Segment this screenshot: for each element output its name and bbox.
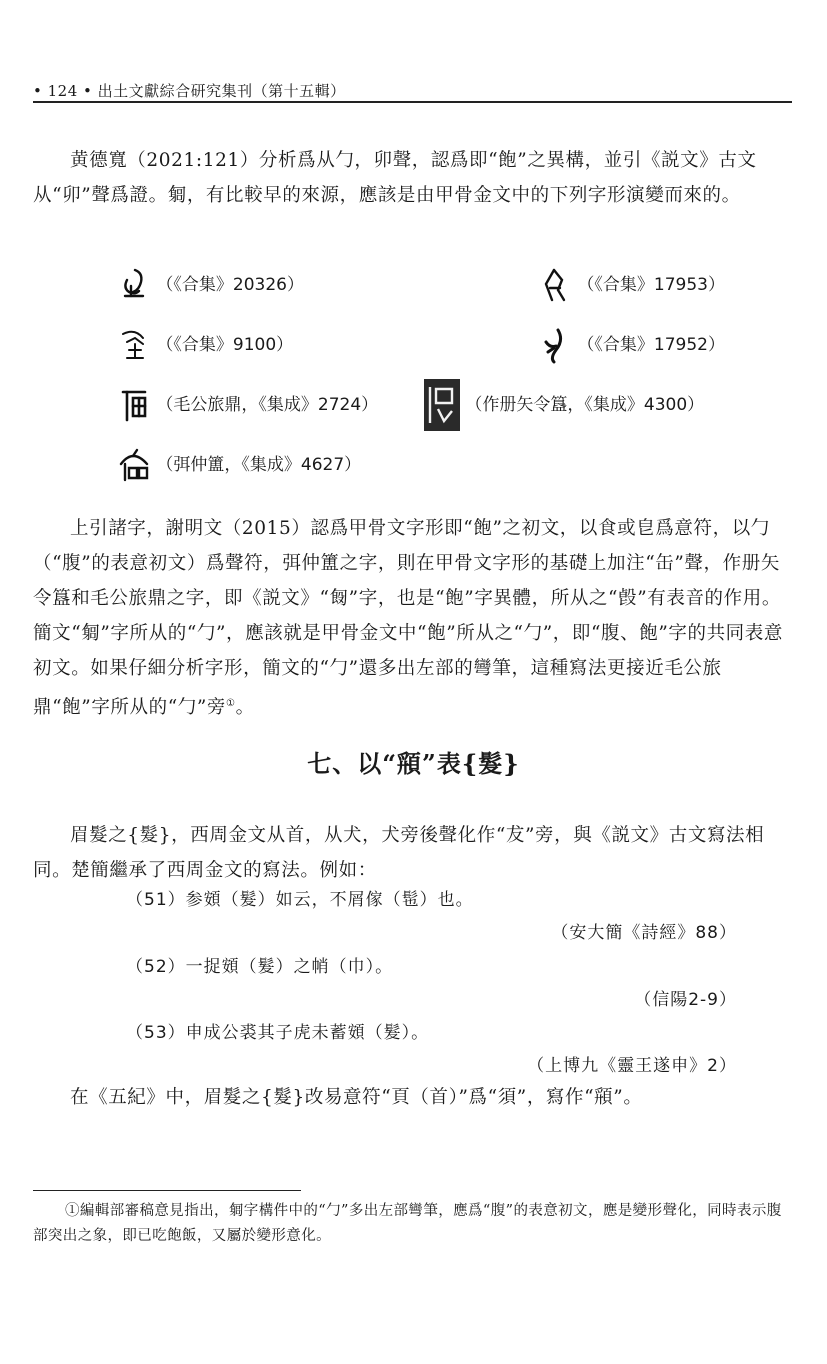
- example-52-source: （信陽2-9）: [634, 990, 737, 1010]
- paragraph-analysis: [33, 511, 793, 725]
- section-heading: 七、以“𩓚”表{髮}: [307, 749, 520, 778]
- footnote-rule: [33, 1190, 301, 1191]
- form-label: （毛公旅鼎，《集成》2724）: [156, 395, 379, 415]
- bronze-glyph-image: [117, 386, 151, 424]
- rubbing-glyph-image: [424, 379, 460, 431]
- form-item-heji-9100: [117, 326, 293, 364]
- form-item-heji-20326: [117, 266, 304, 304]
- header-rule: [33, 101, 792, 103]
- form-label: （《合集》20326）: [156, 275, 304, 295]
- form-label: （《合集》9100）: [156, 335, 294, 355]
- analysis-text: 上引諸字，謝明文（2015）認爲甲骨文字形即“飽”之初文，以食或皀爲意符，以勹（“腹”的表意初文）爲聲符，弭仲簠之字，則在甲骨文字形的基礎上加注“缶”聲，作册矢令簋和毛公旅鼎之字，即《説文》“匓”字，也是“飽”字異體，所从之“㲃”有表音的作用。簡文“匔”字所从的“勹”，應該就是甲骨金文中“飽”所从之“勹”，即“腹、飽”字的共同表意初文。如果仔細分析字形，簡文的“勹”還多出左部的彎筆，這種寫法更接近毛公旅鼎“飽”字所从的“勹”旁: [33, 518, 783, 719]
- oracle-glyph-image: [117, 326, 151, 364]
- paragraph-intro: 黄德寬（2021:121）分析爲从勹，卯聲，認爲即“飽”之異構，並引《説文》古文从“卯”聲爲證。匔，有比較早的來源，應該是由甲骨金文中的下列字形演變而來的。: [33, 150, 757, 206]
- oracle-glyph-image: [117, 266, 151, 304]
- form-item-maogong-lu-ding: [117, 386, 378, 424]
- paragraph-hair: 眉髮之{髮}，西周金文从首，从犬，犬旁後聲化作“犮”旁，與《説文》古文寫法相同。楚簡繼承了西周金文的寫法。例如：: [33, 825, 765, 881]
- analysis-end: 。: [235, 697, 255, 719]
- form-item-zuoce-shi-ling-gui: [424, 379, 704, 431]
- example-51: （51）参頞（髮）如云，不屑傢（髢）也。: [126, 890, 474, 910]
- form-item-heji-17953: [538, 266, 725, 304]
- form-item-heji-17952: [538, 326, 725, 364]
- footnote-marker[interactable]: ①: [226, 698, 236, 709]
- bronze-glyph-image: [117, 446, 151, 484]
- example-51-source: （安大簡《詩經》88）: [551, 923, 737, 943]
- footnote: ①編輯部審稿意見指出，匔字構件中的“勹”多出左部彎筆，應爲“腹”的表意初文，應是變形聲化，同時表示腹部突出之象，即已吃飽飯，又屬於變形意化。: [33, 1203, 782, 1244]
- form-label: （《合集》17953）: [577, 275, 725, 295]
- example-53: （53）申成公裘其子虎未蓄頞（髮）。: [126, 1023, 430, 1043]
- running-header: • 124 • 出土文獻綜合研究集刊（第十五輯）: [33, 82, 346, 100]
- paragraph-wuji: 在《五紀》中，眉髮之{髮}改易意符“頁（首）”爲“須”，寫作“𩓚”。: [70, 1087, 643, 1108]
- example-53-source: （上博九《靈王遂申》2）: [527, 1056, 737, 1076]
- oracle-glyph-image: [538, 266, 572, 304]
- form-item-mizhong-fu: [117, 446, 361, 484]
- form-label: （弭仲簠，《集成》4627）: [156, 455, 362, 475]
- form-label: （《合集》17952）: [577, 335, 725, 355]
- oracle-glyph-image: [538, 326, 572, 364]
- form-label: （作册矢令簋，《集成》4300）: [465, 395, 705, 415]
- example-52: （52）一捉頞（髮）之帩（巾）。: [126, 957, 394, 977]
